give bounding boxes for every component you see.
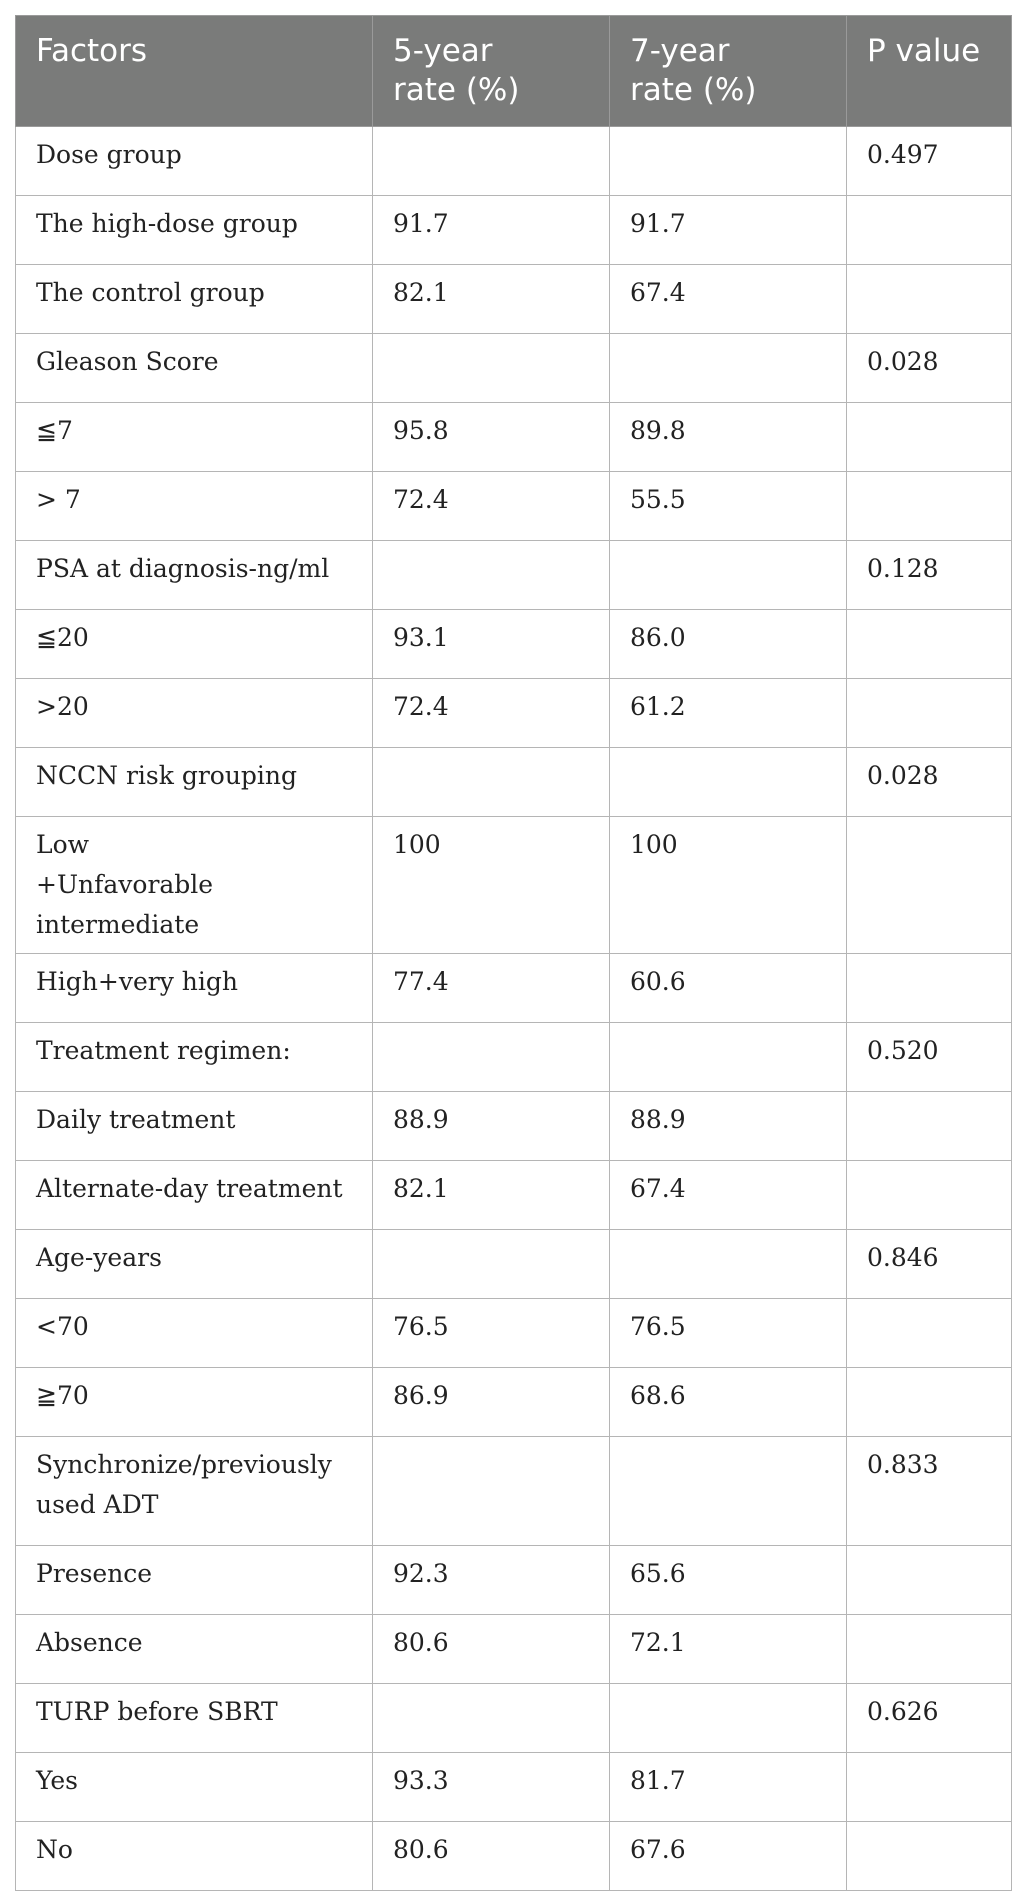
table-row	[16, 748, 1012, 817]
p-value-cell: 0.520	[847, 1023, 1012, 1092]
seven-year-rate-cell	[610, 748, 847, 817]
table-body	[16, 127, 1012, 1891]
p-value-cell	[847, 1092, 1012, 1161]
five-year-rate-cell	[373, 1230, 610, 1299]
factor-cell: > 7	[16, 472, 373, 541]
factor-cell: PSA at diagnosis-ng/ml	[16, 541, 373, 610]
factor-cell: Treatment regimen:	[16, 1023, 373, 1092]
p-value-cell	[847, 196, 1012, 265]
five-year-rate-cell	[373, 748, 610, 817]
five-year-rate-cell: 80.6	[373, 1822, 610, 1891]
five-year-rate-cell	[373, 541, 610, 610]
factor-cell: >20	[16, 679, 373, 748]
table-row	[16, 1753, 1012, 1822]
table-row	[16, 334, 1012, 403]
five-year-rate-cell: 95.8	[373, 403, 610, 472]
five-year-rate-cell: 93.1	[373, 610, 610, 679]
p-value-cell	[847, 817, 1012, 954]
factor-cell: Alternate-day treatment	[16, 1161, 373, 1230]
seven-year-rate-cell	[610, 1023, 847, 1092]
table-row	[16, 196, 1012, 265]
p-value-cell: 0.497	[847, 127, 1012, 196]
seven-year-rate-cell	[610, 127, 847, 196]
p-value-cell: 0.833	[847, 1437, 1012, 1546]
results-table-container	[15, 15, 1011, 1891]
table-header	[16, 16, 1012, 127]
p-value-cell	[847, 679, 1012, 748]
seven-year-rate-cell: 100	[610, 817, 847, 954]
factor-cell: TURP before SBRT	[16, 1684, 373, 1753]
five-year-rate-cell	[373, 127, 610, 196]
five-year-rate-cell	[373, 1023, 610, 1092]
factor-cell: <70	[16, 1299, 373, 1368]
five-year-rate-cell: 91.7	[373, 196, 610, 265]
table-row	[16, 679, 1012, 748]
p-value-cell: 0.846	[847, 1230, 1012, 1299]
factor-cell: ≧70	[16, 1368, 373, 1437]
seven-year-rate-cell: 65.6	[610, 1546, 847, 1615]
seven-year-rate-cell	[610, 1684, 847, 1753]
seven-year-rate-cell: 91.7	[610, 196, 847, 265]
table-row	[16, 472, 1012, 541]
table-row	[16, 1092, 1012, 1161]
header-7-year-rate: 7-year rate (%)	[610, 16, 847, 127]
factor-cell: Daily treatment	[16, 1092, 373, 1161]
p-value-cell	[847, 1546, 1012, 1615]
five-year-rate-cell: 82.1	[373, 1161, 610, 1230]
seven-year-rate-cell	[610, 1437, 847, 1546]
p-value-cell	[847, 472, 1012, 541]
factor-cell: ≦7	[16, 403, 373, 472]
p-value-cell: 0.028	[847, 334, 1012, 403]
five-year-rate-cell: 76.5	[373, 1299, 610, 1368]
table-row	[16, 1437, 1012, 1546]
p-value-cell	[847, 1161, 1012, 1230]
table-row	[16, 1822, 1012, 1891]
header-5-year-rate: 5-year rate (%)	[373, 16, 610, 127]
factor-cell: Yes	[16, 1753, 373, 1822]
p-value-cell: 0.626	[847, 1684, 1012, 1753]
five-year-rate-cell: 93.3	[373, 1753, 610, 1822]
five-year-rate-cell: 92.3	[373, 1546, 610, 1615]
seven-year-rate-cell: 67.4	[610, 1161, 847, 1230]
seven-year-rate-cell: 60.6	[610, 954, 847, 1023]
seven-year-rate-cell: 67.4	[610, 265, 847, 334]
seven-year-rate-cell: 61.2	[610, 679, 847, 748]
table-row	[16, 1023, 1012, 1092]
table-row	[16, 541, 1012, 610]
seven-year-rate-cell: 72.1	[610, 1615, 847, 1684]
seven-year-rate-cell: 55.5	[610, 472, 847, 541]
table-row	[16, 954, 1012, 1023]
seven-year-rate-cell: 89.8	[610, 403, 847, 472]
five-year-rate-cell: 72.4	[373, 472, 610, 541]
factor-cell: Synchronize/previously used ADT	[16, 1437, 373, 1546]
seven-year-rate-cell: 76.5	[610, 1299, 847, 1368]
table-row	[16, 817, 1012, 954]
five-year-rate-cell: 80.6	[373, 1615, 610, 1684]
table-row	[16, 1368, 1012, 1437]
p-value-cell	[847, 265, 1012, 334]
table-row	[16, 1230, 1012, 1299]
table-row	[16, 1299, 1012, 1368]
p-value-cell	[847, 1299, 1012, 1368]
five-year-rate-cell: 100	[373, 817, 610, 954]
p-value-cell	[847, 1368, 1012, 1437]
seven-year-rate-cell: 81.7	[610, 1753, 847, 1822]
seven-year-rate-cell	[610, 1230, 847, 1299]
five-year-rate-cell	[373, 1684, 610, 1753]
header-row	[16, 16, 1012, 127]
factor-cell: Absence	[16, 1615, 373, 1684]
factor-cell: Age-years	[16, 1230, 373, 1299]
factor-cell: The control group	[16, 265, 373, 334]
header-factors: Factors	[16, 16, 373, 127]
factor-cell: Low +Unfavorable intermediate	[16, 817, 373, 954]
p-value-cell	[847, 954, 1012, 1023]
factor-cell: High+very high	[16, 954, 373, 1023]
p-value-cell: 0.128	[847, 541, 1012, 610]
five-year-rate-cell: 88.9	[373, 1092, 610, 1161]
table-row	[16, 1684, 1012, 1753]
factor-cell: ≦20	[16, 610, 373, 679]
five-year-rate-cell: 82.1	[373, 265, 610, 334]
p-value-cell	[847, 403, 1012, 472]
factor-cell: The high-dose group	[16, 196, 373, 265]
five-year-rate-cell	[373, 1437, 610, 1546]
seven-year-rate-cell	[610, 334, 847, 403]
seven-year-rate-cell: 67.6	[610, 1822, 847, 1891]
table-row	[16, 1161, 1012, 1230]
factor-cell: Presence	[16, 1546, 373, 1615]
table-row	[16, 265, 1012, 334]
table-row	[16, 403, 1012, 472]
p-value-cell	[847, 1615, 1012, 1684]
p-value-cell	[847, 1753, 1012, 1822]
five-year-rate-cell: 86.9	[373, 1368, 610, 1437]
seven-year-rate-cell	[610, 541, 847, 610]
table-row	[16, 127, 1012, 196]
five-year-rate-cell	[373, 334, 610, 403]
seven-year-rate-cell: 86.0	[610, 610, 847, 679]
factor-cell: Dose group	[16, 127, 373, 196]
table-row	[16, 1615, 1012, 1684]
survival-rate-table	[15, 15, 1012, 1891]
seven-year-rate-cell: 68.6	[610, 1368, 847, 1437]
factor-cell: Gleason Score	[16, 334, 373, 403]
seven-year-rate-cell: 88.9	[610, 1092, 847, 1161]
five-year-rate-cell: 77.4	[373, 954, 610, 1023]
p-value-cell	[847, 610, 1012, 679]
p-value-cell	[847, 1822, 1012, 1891]
five-year-rate-cell: 72.4	[373, 679, 610, 748]
factor-cell: NCCN risk grouping	[16, 748, 373, 817]
factor-cell: No	[16, 1822, 373, 1891]
p-value-cell: 0.028	[847, 748, 1012, 817]
header-p-value: P value	[847, 16, 1012, 127]
table-row	[16, 1546, 1012, 1615]
table-row	[16, 610, 1012, 679]
